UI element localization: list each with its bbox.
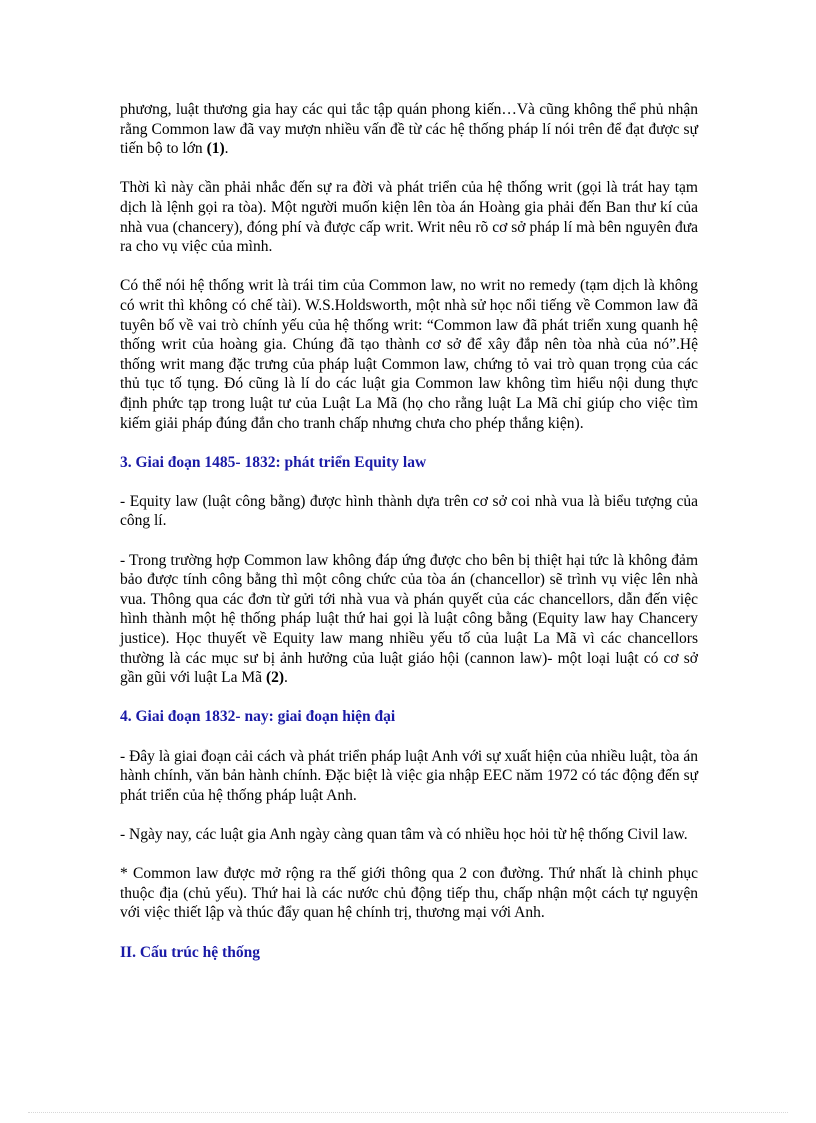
paragraph [120,100,698,159]
footnote-ref: (1) [206,140,225,158]
section-heading: II. Cấu trúc hệ thống [120,943,260,961]
paragraph-text: phương, luật thương gia hay các qui tắc tập quán phong kiến…Và cũng không thể phủ nhận rằng Common law đã vay mượn nhiều vấn đề từ các hệ thống pháp lí nói trên để đạt được sự tiến bộ to lớn [120,101,698,158]
paragraph: Thời kì này cần phải nhắc đến sự ra đời và phát triển của hệ thống writ (gọi là trát hay tạm dịch là lệnh gọi ra tòa). Một người muốn kiện lên tòa án Hoàng gia phải đến Ban thư kí của nhà vua (chancery), đóng phí và được cấp writ. Writ nêu rõ cơ sở pháp lí mà bên nguyên đưa ra cho vụ việc của mình. [120,179,698,256]
document-page [120,100,698,982]
paragraph-text: . [284,669,288,687]
page-bottom-rule [28,1112,788,1113]
paragraph: Có thể nói hệ thống writ là trái tim của Common law, no writ no remedy (tạm dịch là không có writ thì không có chế tài). W.S.Holdsworth, một nhà sử học nổi tiếng về Common law đã tuyên bố về vai trò chính yếu của hệ thống writ: “Common law đã phát triển xung quanh hệ thống writ của hoàng gia. Chúng đã tạo thành cơ sở để xây đắp nên tòa nhà của nó”.Hệ thống writ mang đặc trưng của pháp luật Common law, chứng tỏ vai trò quan trọng của các thủ tục tố tụng. Đó cũng là lí do các luật gia Common law không tìm hiểu nội dung thực định phức tạp trong luật tư của Luật La Mã (họ cho rằng luật La Mã chỉ giúp cho việc tìm kiếm giải pháp đúng đắn cho tranh chấp nhưng chưa cho phép thắng kiện). [120,277,698,432]
paragraph: * Common law được mở rộng ra thế giới thông qua 2 con đường. Thứ nhất là chinh phục thuộc địa (chủ yếu). Thứ hai là các nước chủ động tiếp thu, chấp nhận một cách tự nguyện với việc thiết lập và thúc đẩy quan hệ chính trị, thương mại với Anh. [120,865,698,922]
section-heading: 4. Giai đoạn 1832- nay: giai đoạn hiện đại [120,708,396,726]
section-heading: 3. Giai đoạn 1485- 1832: phát triển Equity law [120,453,427,471]
paragraph: - Ngày nay, các luật gia Anh ngày càng quan tâm và có nhiều học hỏi từ hệ thống Civil law. [120,825,688,843]
paragraph-text: - Trong trường hợp Common law không đáp ứng được cho bên bị thiệt hại tức là không đảm bảo được tính công bằng thì một công chức của tòa án (chancellor) sẽ trình vụ việc lên nhà vua. Thông qua các đơn từ gửi tới nhà vua và phán quyết của các chancellors, dẫn đến việc hình thành một hệ thống pháp luật thứ hai gọi là luật công bằng (Equity law hay Chancery justice). Học thuyết về Equity law mang nhiều yếu tố của luật La Mã vì các chancellors thường là các mục sư bị ảnh hưởng của luật giáo hội (cannon law)- một loại luật có cơ sở gần gũi với luật La Mã [120,551,698,687]
paragraph: - Đây là giai đoạn cải cách và phát triển pháp luật Anh với sự xuất hiện của nhiều luật, tòa án hành chính, văn bản hành chính. Đặc biệt là việc gia nhập EEC năm 1972 có tác động đến sự phát triển của hệ thống pháp luật Anh. [120,747,698,804]
footnote-ref: (2) [265,669,285,687]
paragraph: - Equity law (luật công bằng) được hình thành dựa trên cơ sở coi nhà vua là biểu tượng của công lí. [120,492,698,530]
paragraph [120,551,698,688]
paragraph-text: . [224,140,229,158]
